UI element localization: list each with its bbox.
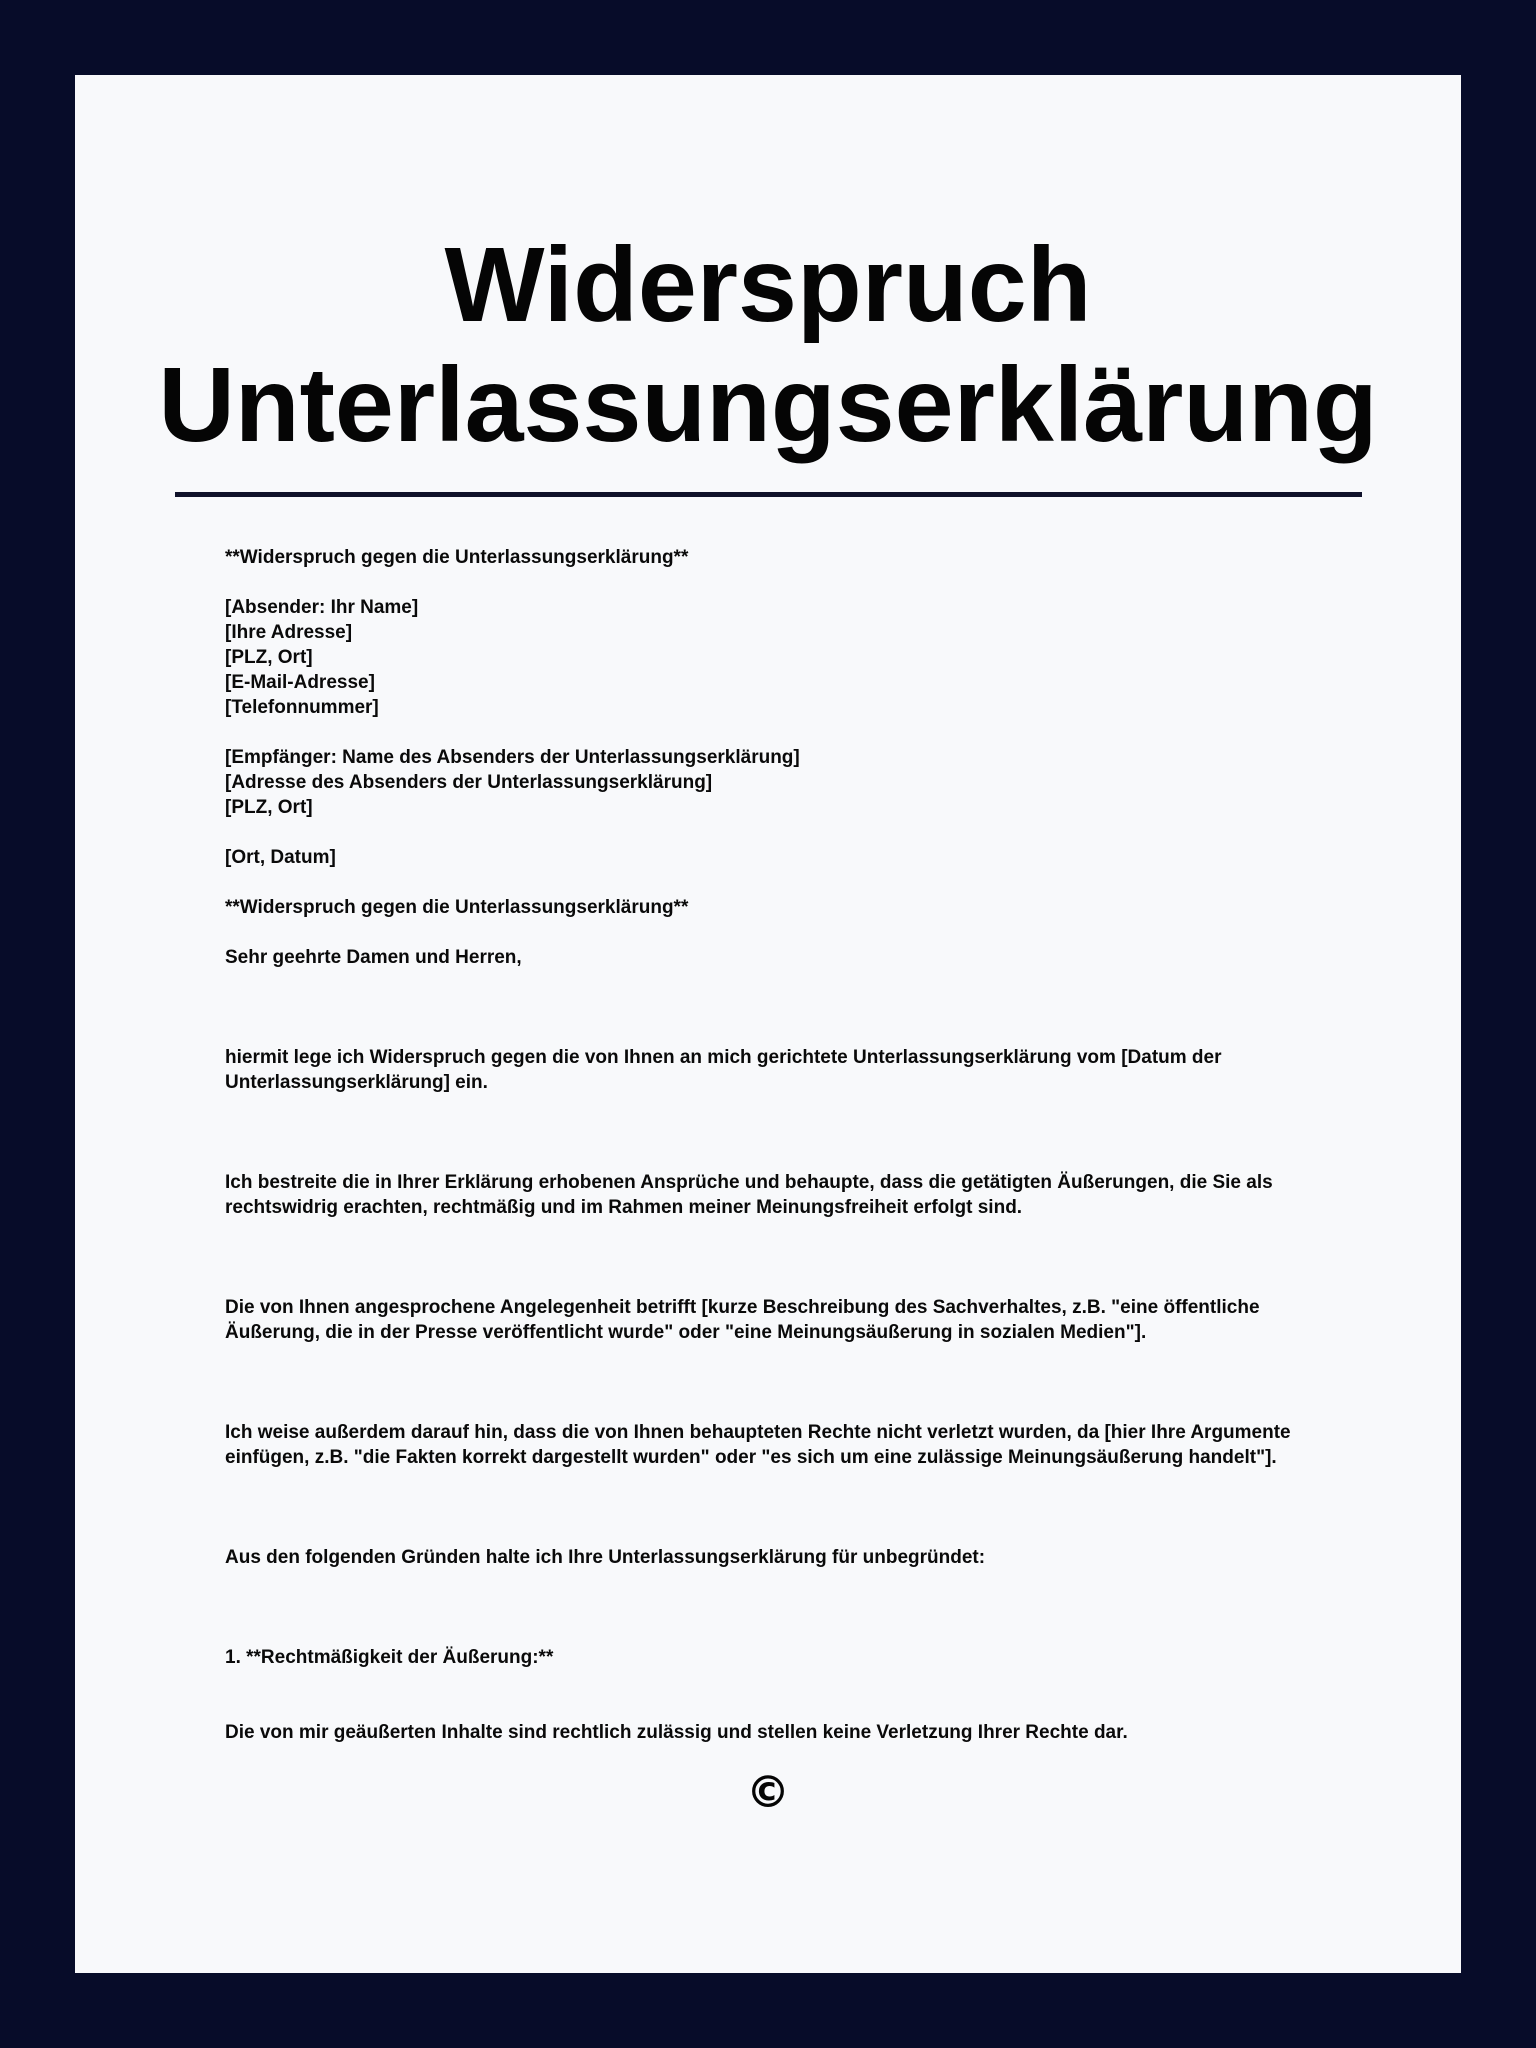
point-1-heading: 1. **Rechtmäßigkeit der Äußerung:**: [225, 1647, 554, 1668]
recipient-block: [225, 745, 1435, 820]
title-line-1: Widerspruch: [444, 226, 1092, 344]
paragraph-5: Aus den folgenden Gründen halte ich Ihre Unterlassungserklärung für unbegründet:: [225, 1547, 986, 1568]
sender-email: [E-Mail-Adresse]: [225, 672, 375, 693]
paragraph-1: hiermit lege ich Widerspruch gegen die von Ihnen an mich gerichtete Unterlassungserklärung vom [Datum der Unterlassungserklärung] ein.: [225, 1047, 1222, 1093]
place-date: [Ort, Datum]: [225, 847, 336, 868]
copyright-icon: ©: [746, 1767, 790, 1818]
salutation: Sehr geehrte Damen und Herren,: [225, 947, 522, 968]
recipient-name: [Empfänger: Name des Absenders der Unterlassungserklärung]: [225, 747, 800, 768]
sender-block: [225, 595, 1435, 720]
recipient-address: [Adresse des Absenders der Unterlassungserklärung]: [225, 772, 713, 793]
letter-subject: **Widerspruch gegen die Unterlassungserklärung**: [225, 897, 689, 918]
paragraph-3: Die von Ihnen angesprochene Angelegenheit betrifft [kurze Beschreibung des Sachverhaltes, z.B. "eine öffentliche Äußerung, die in der Presse veröffentlicht wurde" oder "eine Meinungsäußerung in sozialen Medien"].: [225, 1297, 1260, 1343]
sender-phone: [Telefonnummer]: [225, 697, 379, 718]
title-line-2: Unterlassungserklärung: [158, 346, 1378, 464]
recipient-city: [PLZ, Ort]: [225, 797, 313, 818]
title-divider: [175, 492, 1362, 497]
paragraph-2: Ich bestreite die in Ihrer Erklärung erhobenen Ansprüche und behaupte, dass die getätigten Äußerungen, die Sie als rechtswidrig erachten, rechtmäßig und im Rahmen meiner Meinungsfreiheit erfolgt sind.: [225, 1172, 1273, 1218]
document-title: [75, 225, 1461, 465]
letter-heading: **Widerspruch gegen die Unterlassungserklärung**: [225, 547, 689, 568]
sender-city: [PLZ, Ort]: [225, 647, 313, 668]
document-page: [75, 75, 1461, 1973]
point-1-text: Die von mir geäußerten Inhalte sind rechtlich zulässig und stellen keine Verletzung Ihrer Rechte dar.: [225, 1722, 1128, 1743]
sender-name: [Absender: Ihr Name]: [225, 597, 419, 618]
paragraph-4: Ich weise außerdem darauf hin, dass die von Ihnen behaupteten Rechte nicht verletzt wurden, da [hier Ihre Argumente einfügen, z.B. "die Fakten korrekt dargestellt wurden" oder "es sich um eine zulässige Meinungsäußerung handelt"].: [225, 1422, 1291, 1468]
sender-address: [Ihre Adresse]: [225, 622, 353, 643]
